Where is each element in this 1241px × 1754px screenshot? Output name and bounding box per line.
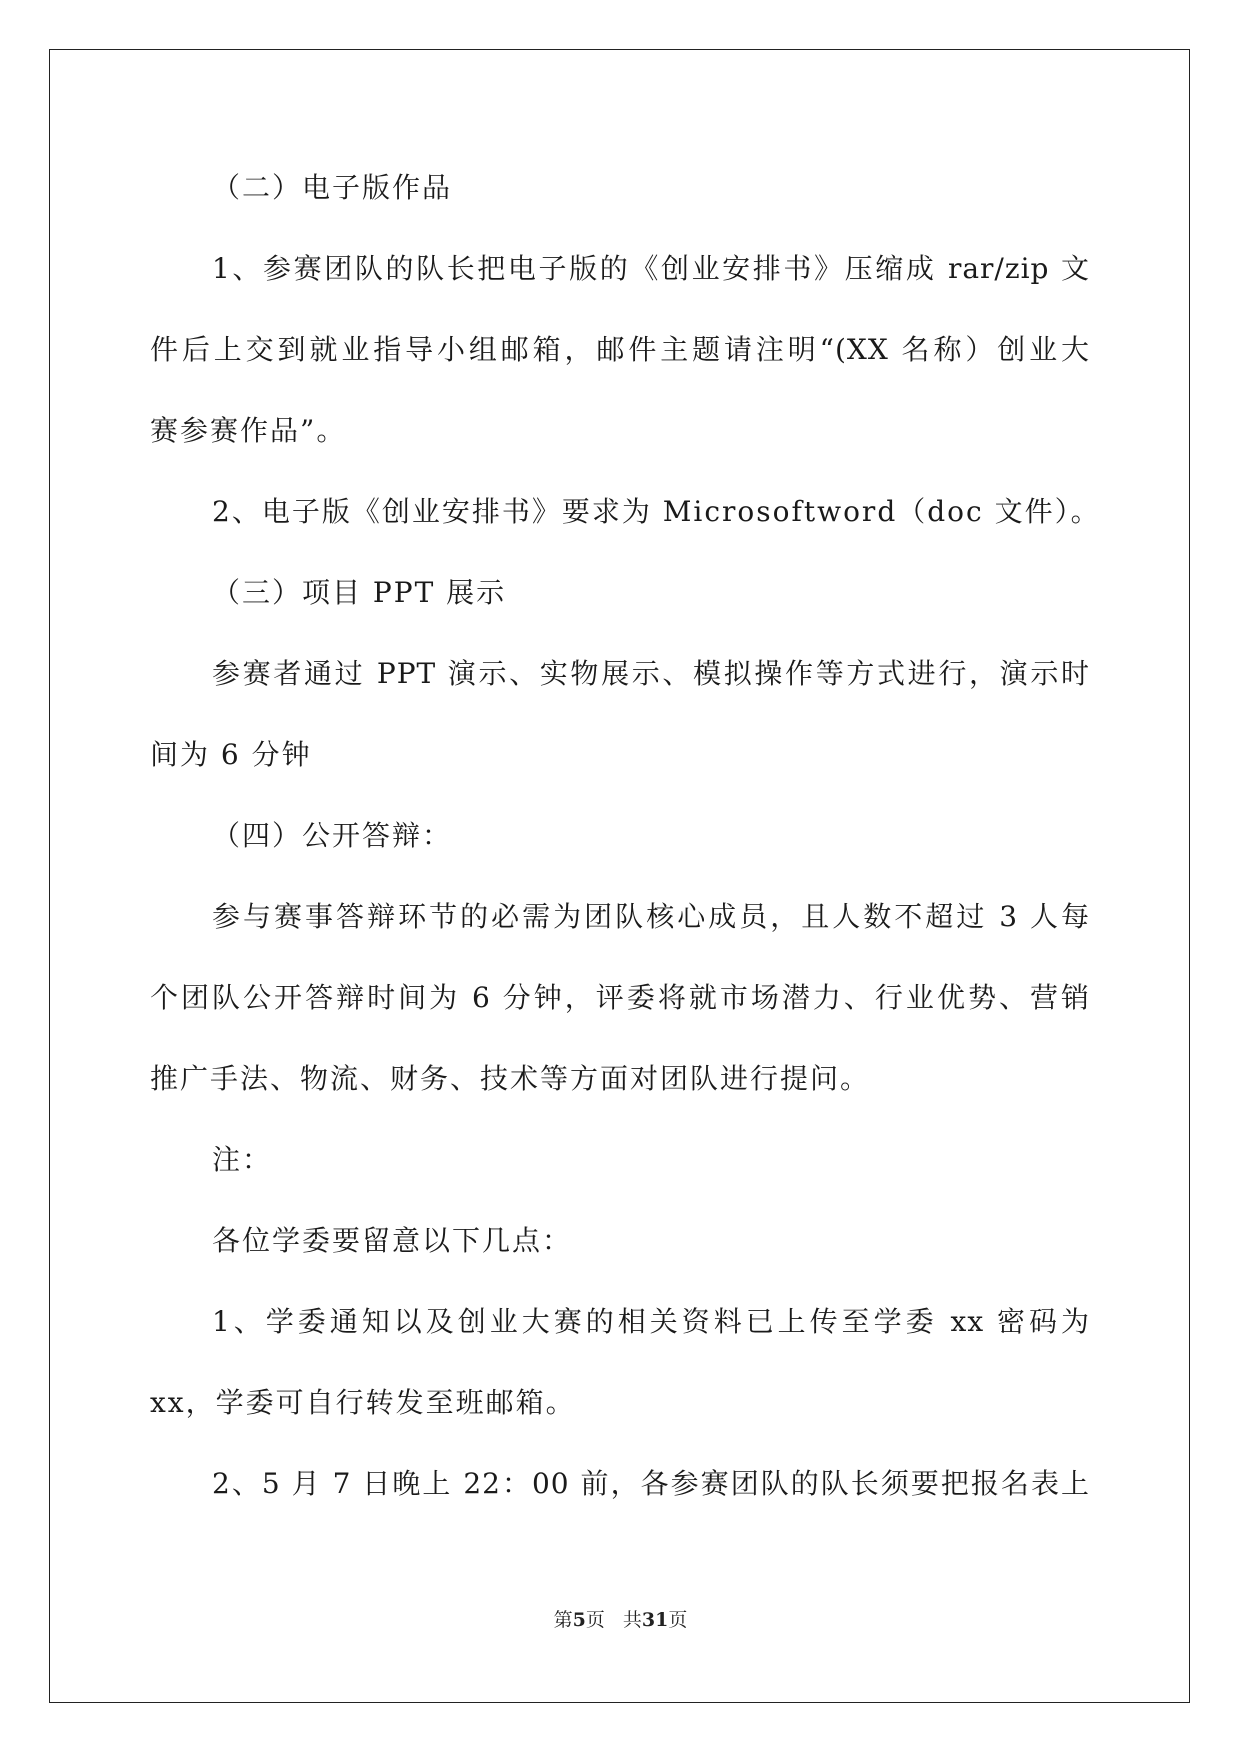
page-number: 5	[572, 1609, 586, 1631]
paragraph-line: 间为 6 分钟	[150, 738, 312, 771]
total-prefix: 共	[622, 1609, 642, 1631]
note-heading: 注：	[212, 1143, 273, 1176]
paragraph-line: 1、参赛团队的队长把电子版的《创业安排书》压缩成 rar/zip 文	[212, 252, 1090, 285]
page-footer	[0, 1605, 1241, 1632]
paragraph-line: xx，学委可自行转发至班邮箱。	[150, 1386, 576, 1419]
total-pages: 31	[641, 1609, 669, 1631]
paragraph-line: 推广手法、物流、财务、技术等方面对团队进行提问。	[150, 1062, 871, 1095]
page-prefix: 第	[553, 1609, 573, 1631]
document-body	[150, 160, 1101, 1537]
paragraph-line: 2、电子版《创业安排书》要求为 Microsoftword（doc 文件）。	[212, 495, 1101, 528]
total-suffix: 页	[668, 1609, 688, 1631]
paragraph-line: 赛参赛作品”。	[150, 414, 347, 447]
paragraph-line: 2、5 月 7 日晚上 22：00 前，各参赛团队的队长须要把报名表上	[212, 1467, 1090, 1500]
paragraph-line: 件后上交到就业指导小组邮箱，邮件主题请注明“(XX 名称）创业大	[150, 333, 1090, 366]
section-heading-ppt: （三）项目 PPT 展示	[212, 576, 507, 609]
section-heading-defense: （四）公开答辩：	[212, 819, 453, 852]
page-suffix: 页	[585, 1609, 605, 1631]
paragraph-line: 各位学委要留意以下几点：	[212, 1224, 573, 1257]
paragraph-line: 个团队公开答辩时间为 6 分钟，评委将就市场潜力、行业优势、营销	[150, 981, 1090, 1014]
paragraph-line: 参与赛事答辩环节的必需为团队核心成员，且人数不超过 3 人每	[212, 900, 1090, 933]
paragraph-line: 参赛者通过 PPT 演示、实物展示、模拟操作等方式进行，演示时	[212, 657, 1090, 690]
paragraph-line: 1、学委通知以及创业大赛的相关资料已上传至学委 xx 密码为	[212, 1305, 1090, 1338]
section-heading-electronic-work: （二）电子版作品	[212, 171, 453, 204]
